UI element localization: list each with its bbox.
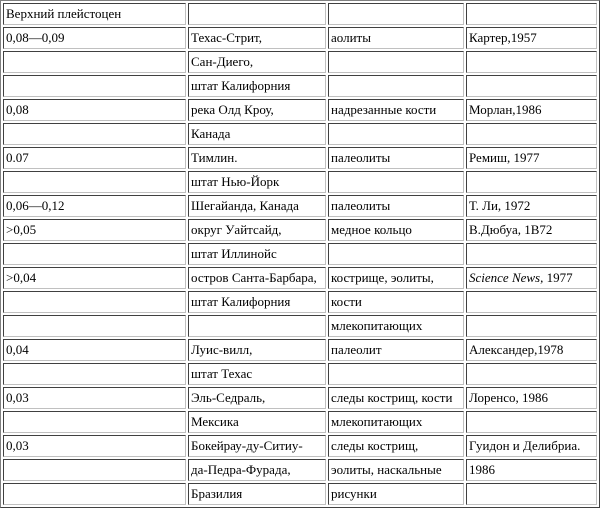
table-cell-site [188,315,326,337]
table-cell-age [3,411,186,433]
table-row [3,99,597,121]
cell-text: Бокейрау-ду-Ситиу- [191,438,303,453]
cell-text: штат Нью-Йорк [191,174,280,189]
table-cell-site [188,267,326,289]
table-cell-site [188,147,326,169]
cell-text: палеолиты [331,150,391,165]
cell-text: Техас-Стрит, [191,30,262,45]
table-cell-finds [328,435,464,457]
cell-text: Морлан,1986 [469,102,542,117]
cell-text: Канада [191,126,231,141]
cell-text: штат Техас [191,366,253,381]
table-cell-finds [328,363,464,385]
table-cell-site [188,27,326,49]
table-cell-source [466,459,597,481]
cell-text: 1986 [469,462,495,477]
cell-text: следы кострищ, кости [331,390,453,405]
table-cell-source [466,3,597,25]
cell-text: округ Уайтсайд, [191,222,282,237]
table-cell-finds [328,147,464,169]
table-row [3,339,597,361]
cell-text: штат Калифорния [191,294,291,309]
table-cell-age [3,243,186,265]
table-cell-source [466,339,597,361]
source-italic-text: Science News, [469,270,544,285]
table-cell-source [466,363,597,385]
table-cell-source [466,483,597,505]
cell-text: Бразилия [191,486,243,501]
cell-text: >0,05 [6,222,37,237]
table-cell-source [466,243,597,265]
table-row [3,483,597,505]
table-row [3,291,597,313]
table-row [3,435,597,457]
table-cell-finds [328,315,464,337]
table-cell-source [466,123,597,145]
table-row [3,411,597,433]
table-cell-site [188,51,326,73]
cell-text: млекопитающих [331,414,423,429]
table-cell-source [466,267,597,289]
table-cell-source [466,387,597,409]
table-cell-age [3,291,186,313]
table-cell-site [188,339,326,361]
table-row [3,315,597,337]
table-row [3,123,597,145]
table-cell-source [466,75,597,97]
table-cell-site [188,219,326,241]
cell-text: 0,03 [6,438,29,453]
table-cell-finds [328,3,464,25]
table-cell-finds [328,219,464,241]
table-cell-age [3,27,186,49]
cell-text: млекопитающих [331,318,423,333]
table-cell-site [188,3,326,25]
cell-text: Т. Ли, 1972 [469,198,531,213]
table-cell-finds [328,243,464,265]
table-cell-finds [328,195,464,217]
table-cell-site [188,435,326,457]
cell-text: аолиты [331,30,371,45]
cell-text: палеолит [331,342,382,357]
table-row [3,363,597,385]
table-cell-age [3,339,186,361]
table-cell-age [3,219,186,241]
table-cell-age [3,459,186,481]
table-cell-site [188,363,326,385]
table-row [3,387,597,409]
cell-text: надрезанные кости [331,102,437,117]
cell-text: остров Санта-Барбара, [191,270,317,285]
table-cell-age [3,75,186,97]
cell-text: Лоренсо, 1986 [469,390,548,405]
table-row [3,171,597,193]
table-row [3,51,597,73]
table-cell-finds [328,459,464,481]
cell-text: палеолиты [331,198,391,213]
table-cell-source [466,147,597,169]
cell-text: Верхний плейстоцен [6,6,122,21]
cell-text: 0,03 [6,390,29,405]
table-cell-age [3,363,186,385]
table-row [3,219,597,241]
cell-text: рисунки [331,486,377,501]
table-cell-age [3,483,186,505]
table-cell-age [3,267,186,289]
table-cell-age [3,195,186,217]
table-cell-site [188,195,326,217]
cell-text: Картер,1957 [469,30,537,45]
table-cell-source [466,315,597,337]
cell-text: Эль-Седраль, [191,390,266,405]
table-cell-age [3,51,186,73]
table-row [3,3,597,25]
cell-text: Ремиш, 1977 [469,150,540,165]
table-body [3,3,597,505]
cell-text: 0,04 [6,342,29,357]
cell-text: 0,08 [6,102,29,117]
cell-text: кострище, эолиты, [331,270,434,285]
cell-text: 0,08—0,09 [6,30,65,45]
table-cell-site [188,291,326,313]
table-row [3,147,597,169]
table-cell-site [188,483,326,505]
table-cell-source [466,291,597,313]
table-cell-source [466,219,597,241]
cell-text: штат Калифорния [191,78,291,93]
table-row [3,459,597,481]
table-cell-source [466,99,597,121]
cell-text: Сан-Диего, [191,54,254,69]
table-cell-finds [328,51,464,73]
table-cell-site [188,75,326,97]
table-cell-site [188,243,326,265]
cell-text: 0,06—0,12 [6,198,65,213]
cell-text: В.Дюбуа, 1В72 [469,222,553,237]
table-cell-finds [328,99,464,121]
cell-text: Александер,1978 [469,342,564,357]
table-cell-site [188,99,326,121]
cell-text: 0.07 [6,150,29,165]
cell-text: кости [331,294,362,309]
table-cell-source [466,171,597,193]
table-cell-age [3,171,186,193]
table-cell-source [466,195,597,217]
cell-text: да-Педра-Фурада, [191,462,291,477]
cell-text: Шегайанда, Канада [191,198,299,213]
table-cell-site [188,459,326,481]
table-cell-age [3,147,186,169]
cell-text: река Олд Кроу, [191,102,274,117]
table-cell-source [466,27,597,49]
cell-text: Мексика [191,414,239,429]
table-cell-finds [328,339,464,361]
table-cell-site [188,411,326,433]
cell-text: эолиты, наскальные [331,462,442,477]
table-cell-age [3,123,186,145]
table-row [3,195,597,217]
source-text: 1977 [543,270,573,285]
table-row [3,27,597,49]
table-cell-finds [328,171,464,193]
table-cell-finds [328,27,464,49]
table-cell-source [466,435,597,457]
table-cell-age [3,435,186,457]
table-cell-site [188,123,326,145]
table-cell-finds [328,75,464,97]
table-cell-age [3,3,186,25]
table-row [3,243,597,265]
table-cell-site [188,387,326,409]
table-cell-finds [328,411,464,433]
table-cell-site [188,171,326,193]
table-cell-age [3,387,186,409]
table-cell-age [3,99,186,121]
cell-text: Гуидон и Делибриа. [469,438,581,453]
cell-text: следы кострищ, [331,438,419,453]
cell-text: Луис-вилл, [191,342,253,357]
cell-text: >0,04 [6,270,37,285]
table-cell-finds [328,267,464,289]
table-cell-finds [328,123,464,145]
table-row [3,75,597,97]
cell-text: медное кольцо [331,222,412,237]
cell-text: Тимлин. [191,150,238,165]
cell-text: штат Иллинойс [191,246,277,261]
table-cell-finds [328,291,464,313]
table-cell-age [3,315,186,337]
table-cell-source [466,51,597,73]
table-row [3,267,597,289]
table-cell-source [466,411,597,433]
table-cell-finds [328,387,464,409]
table-cell-finds [328,483,464,505]
